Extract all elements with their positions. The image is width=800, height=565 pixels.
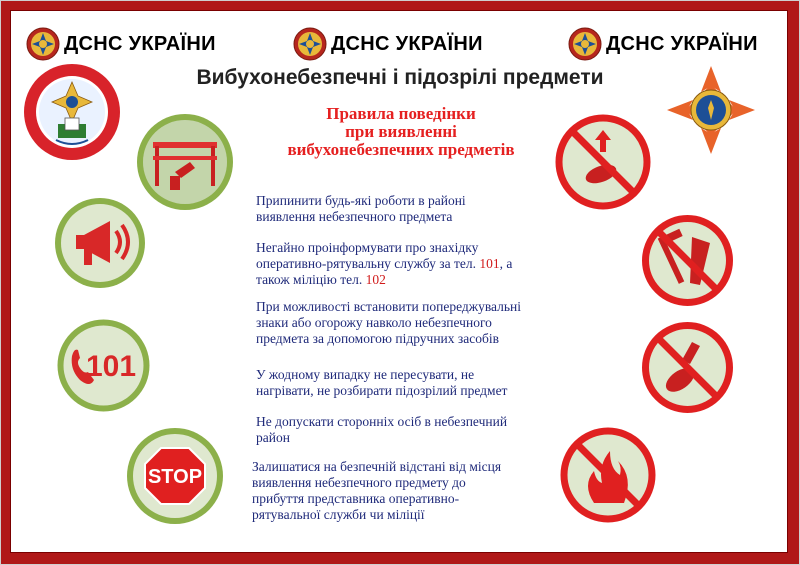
dsns-emblem-icon <box>568 27 602 61</box>
phone-102: 102 <box>365 272 386 287</box>
no-moving-icon <box>553 112 653 212</box>
brand-block-3 <box>568 27 758 61</box>
rule-5 <box>256 414 507 446</box>
rule-1 <box>256 193 466 225</box>
rule-line: виявлення небезпечного предмета <box>256 209 453 224</box>
rule-line <box>256 256 512 272</box>
rule-text: , а <box>499 256 513 271</box>
rule-line: У жодному випадку не пересувати, не <box>256 367 475 382</box>
rule-line: виявлення небезпечного предмету до <box>252 475 466 490</box>
no-fire-icon <box>558 425 658 525</box>
rule-line: район <box>256 430 290 445</box>
rule-2 <box>256 240 512 288</box>
rule-line: Залишатися на безпечній відстані від місця <box>252 459 502 474</box>
rule-text: також міліцію тел. <box>256 272 366 287</box>
brand-text: ДСНС УКРАЇНИ <box>331 32 483 55</box>
rule-text: оперативно-рятувальну службу за тел. <box>256 256 480 271</box>
rule-line: Припинити будь-які роботи в районі <box>256 193 466 208</box>
rule-line: знаки або огорожу навколо небезпечного <box>256 315 492 330</box>
phone-101-icon <box>56 318 151 413</box>
no-tools-icon <box>640 213 735 308</box>
brand-text: ДСНС УКРАЇНИ <box>606 32 758 55</box>
rule-6 <box>252 459 501 523</box>
rules-heading <box>236 105 566 159</box>
stop-text: STOP <box>147 466 203 488</box>
rule-line: предмета за допомогою підручних засобів <box>256 331 499 346</box>
brand-block-1 <box>26 27 216 61</box>
rule-line: нагрівати, не розбирати підозрілий предмет <box>256 383 508 398</box>
dsns-emblem-icon <box>293 27 327 61</box>
brand-block-2 <box>293 27 483 61</box>
rule-line: Не допускати сторонніх осіб в небезпечний <box>256 414 508 429</box>
phone-101: 101 <box>479 256 500 271</box>
rules-heading-line: вибухонебезпечних предметів <box>287 140 515 159</box>
rule-line: При можливості встановити попереджувальні <box>256 299 522 314</box>
dsns-emblem-icon <box>26 27 60 61</box>
rule-4 <box>256 367 507 399</box>
rules-heading-line: при виявленні <box>345 122 457 141</box>
rule-line: рятувальної служби чи міліції <box>252 507 425 522</box>
regional-department-logo <box>22 62 122 162</box>
page-title: Вибухонебезпечні і підозрілі предмети <box>196 66 604 89</box>
rule-line <box>256 272 512 288</box>
rule-line: прибуття представника оперативно- <box>252 491 460 506</box>
dsns-cross-emblem <box>665 64 757 156</box>
stop-sign-icon <box>125 426 225 526</box>
rule-line: Негайно проінформувати про знахідку <box>256 240 479 255</box>
no-touching-icon <box>640 320 735 415</box>
brand-text: ДСНС УКРАЇНИ <box>64 32 216 55</box>
rules-heading-line: Правила поведінки <box>326 104 476 123</box>
phone-number-text: 101 <box>86 350 137 383</box>
rule-3 <box>256 299 521 347</box>
megaphone-icon <box>54 197 146 289</box>
fence-barrier-icon <box>135 112 235 212</box>
